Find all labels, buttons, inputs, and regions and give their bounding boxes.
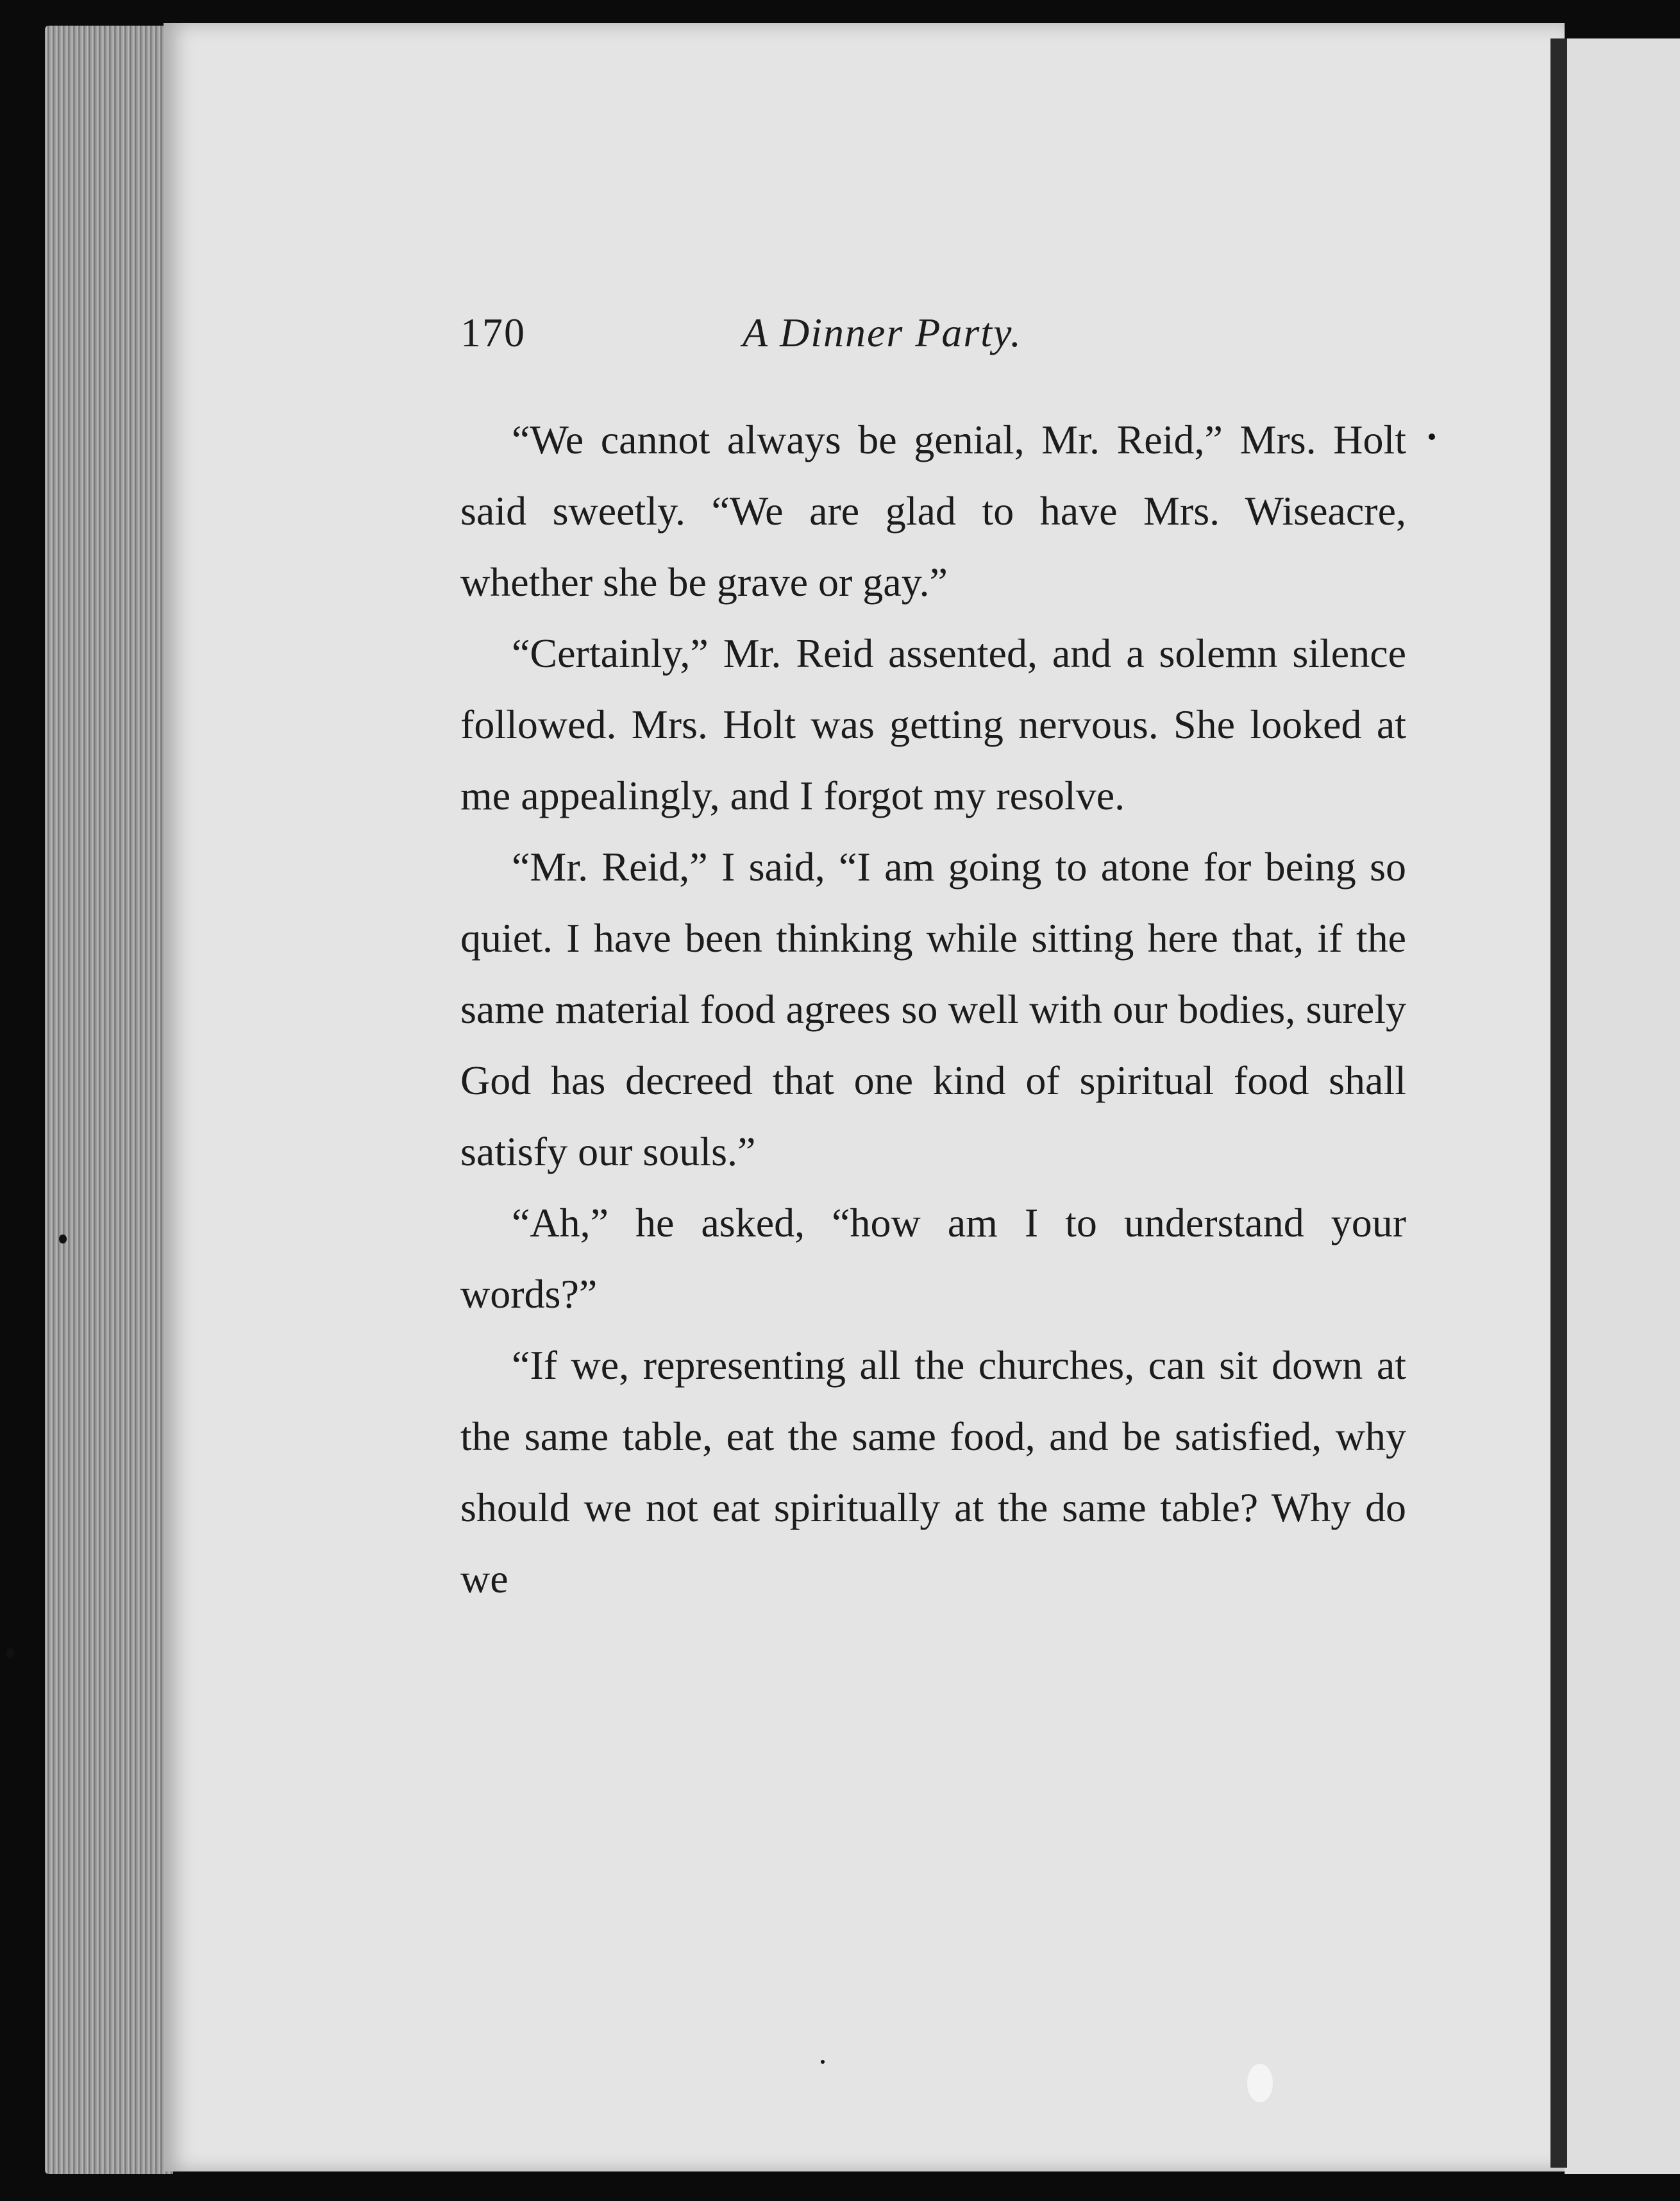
paragraph: “Mr. Reid,” I said, “I am going to atone for being so quiet. I have been thinking while sitting here that, if the same material food agrees so well with our bodies, surely God has decreed that one kind of spiritual food shall satisfy our souls.” <box>460 844 1406 1174</box>
facing-page-strip <box>1565 38 1680 2174</box>
page-header <box>460 309 1409 373</box>
book-gutter <box>1550 38 1567 2168</box>
paragraph: “Ah,” he asked, “how am I to understand your words?” <box>460 1200 1406 1317</box>
paragraph: “We cannot always be genial, Mr. Reid,” Mrs. Holt said sweetly. “We are glad to have Mrs. Wiseacre, whether she be grave or gay.” <box>460 417 1406 605</box>
scan-speck <box>1429 434 1435 440</box>
page-number: 170 <box>460 310 526 355</box>
paragraph: “Certainly,” Mr. Reid assented, and a solemn silence followed. Mrs. Holt was getting nervous. She looked at me appealingly, and I forgot my resolve. <box>460 630 1406 818</box>
scan-speck <box>59 1235 67 1244</box>
scan-speck <box>6 1648 14 1658</box>
running-title: A Dinner Party. <box>743 310 1022 355</box>
paragraph: “If we, representing all the churches, can sit down at the same table, eat the same food, and be satisfied, why should we not eat spiritually at the same table? Why do we <box>460 1342 1406 1601</box>
page-edges <box>45 26 173 2174</box>
scan-speck <box>1247 2064 1273 2102</box>
scan-speck <box>821 2060 825 2064</box>
body-text <box>460 404 1406 1614</box>
